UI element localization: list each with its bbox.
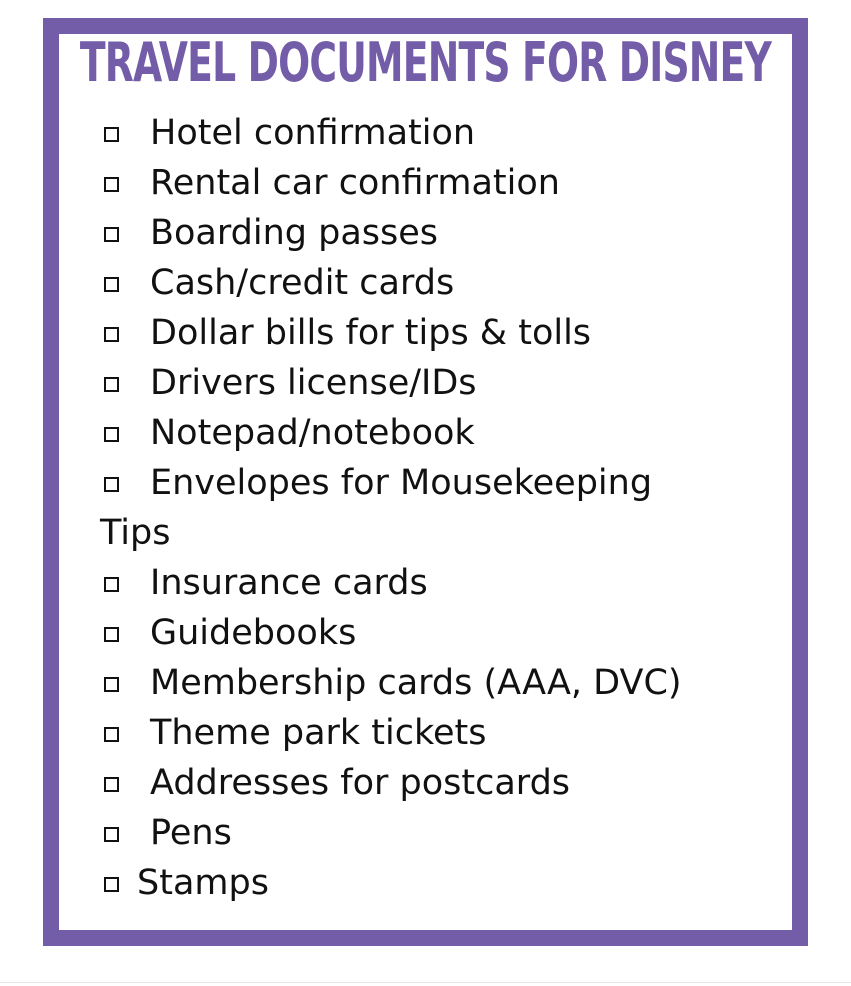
bottom-divider [0, 982, 851, 983]
checklist-item-label: Theme park tickets [150, 713, 487, 753]
checklist-item-label: Boarding passes [150, 213, 439, 253]
checkbox-icon[interactable] [104, 177, 119, 192]
checkbox-icon[interactable] [104, 277, 119, 292]
checklist-item-label: Notepad/notebook [150, 413, 475, 453]
checkbox-icon[interactable] [104, 727, 119, 742]
checklist-item-label: Guidebooks [150, 613, 357, 653]
checkbox-icon[interactable] [104, 827, 119, 842]
checklist-item-label: Drivers license/IDs [150, 363, 477, 403]
checklist-item-label: Envelopes for Mousekeeping [150, 463, 653, 503]
checklist-item-label: Hotel confirmation [150, 113, 476, 153]
checkbox-icon[interactable] [104, 227, 119, 242]
checkbox-icon[interactable] [104, 427, 119, 442]
checkbox-icon[interactable] [104, 627, 119, 642]
checkbox-icon[interactable] [104, 327, 119, 342]
checkbox-icon[interactable] [104, 477, 119, 492]
checkbox-icon[interactable] [104, 377, 119, 392]
checkbox-icon[interactable] [104, 127, 119, 142]
checklist-item-label: Rental car confirmation [150, 163, 560, 203]
checkbox-icon[interactable] [104, 877, 119, 892]
checkbox-icon[interactable] [104, 677, 119, 692]
checkbox-icon[interactable] [104, 777, 119, 792]
page-title: TRAVEL DOCUMENTS FOR DISNEY [79, 30, 771, 94]
checklist-item-label: Stamps [137, 863, 269, 903]
checklist-item-label: Pens [150, 813, 232, 853]
checklist-item-label: Addresses for postcards [150, 763, 571, 803]
checklist-item-label: Tips [100, 513, 171, 553]
checklist-item-label: Cash/credit cards [150, 263, 455, 303]
checklist-item-label: Insurance cards [150, 563, 428, 603]
checklist-item-label: Membership cards (AAA, DVC) [150, 663, 682, 703]
checkbox-icon[interactable] [104, 577, 119, 592]
checklist-item-label: Dollar bills for tips & tolls [150, 313, 592, 353]
